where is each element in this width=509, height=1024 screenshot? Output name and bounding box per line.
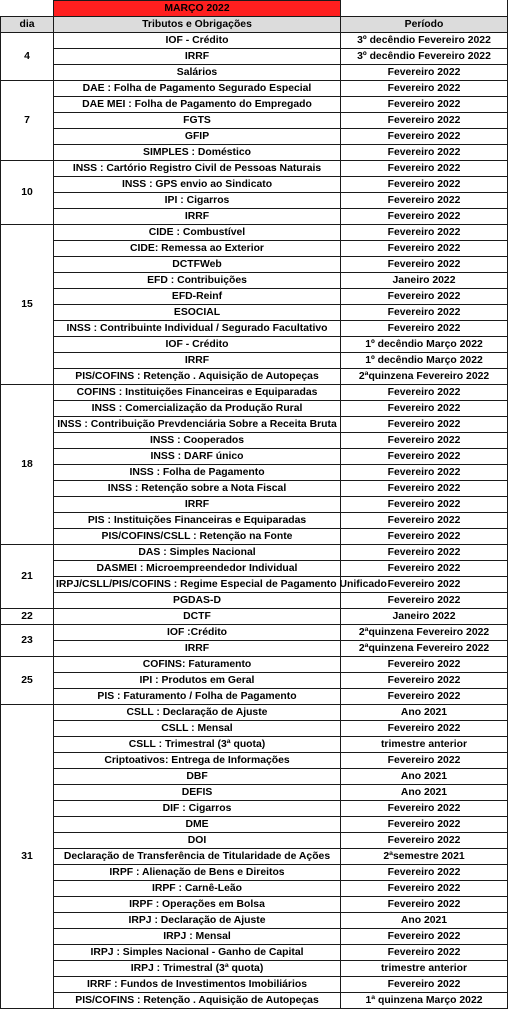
tributo-cell[interactable]: IOF - Crédito [54, 33, 341, 49]
tributo-cell[interactable]: IOF :Crédito [54, 625, 341, 641]
table-row [1, 529, 508, 545]
periodo-cell[interactable]: Fevereiro 2022 [341, 177, 508, 193]
table-row [1, 801, 508, 817]
tributo-cell[interactable]: INSS : Cooperados [54, 433, 341, 449]
tributo-cell[interactable]: COFINS : Instituições Financeiras e Equiparadas [54, 385, 341, 401]
table-row [1, 609, 508, 625]
periodo-cell[interactable]: Fevereiro 2022 [341, 433, 508, 449]
table-row [1, 33, 508, 49]
tributo-cell[interactable]: PIS : Instituições Financeiras e Equiparadas [54, 513, 341, 529]
periodo-cell[interactable]: Fevereiro 2022 [341, 145, 508, 161]
periodo-cell[interactable]: Fevereiro 2022 [341, 689, 508, 705]
tributo-cell[interactable]: PIS/COFINS/CSLL : Retenção na Fonte [54, 529, 341, 545]
periodo-cell[interactable]: Fevereiro 2022 [341, 513, 508, 529]
tributo-cell[interactable]: INSS : Folha de Pagamento [54, 465, 341, 481]
periodo-cell[interactable]: Fevereiro 2022 [341, 241, 508, 257]
periodo-cell[interactable]: Fevereiro 2022 [341, 193, 508, 209]
periodo-cell[interactable]: Janeiro 2022 [341, 609, 508, 625]
periodo-cell[interactable]: Fevereiro 2022 [341, 97, 508, 113]
tributo-cell[interactable]: DCTFWeb [54, 257, 341, 273]
day-cell[interactable]: 22 [1, 609, 54, 625]
table-row [1, 273, 508, 289]
table-row [1, 849, 508, 865]
header-dia[interactable]: dia [1, 17, 54, 33]
tributo-cell[interactable]: IRPJ : Simples Nacional - Ganho de Capital [54, 945, 341, 961]
periodo-cell[interactable]: Fevereiro 2022 [341, 481, 508, 497]
periodo-cell[interactable]: Fevereiro 2022 [341, 289, 508, 305]
periodo-cell[interactable]: Fevereiro 2022 [341, 833, 508, 849]
tributo-cell[interactable]: CIDE: Remessa ao Exterior [54, 241, 341, 257]
table-row [1, 193, 508, 209]
periodo-cell[interactable]: Ano 2021 [341, 913, 508, 929]
periodo-cell[interactable]: Fevereiro 2022 [341, 305, 508, 321]
table-row [1, 545, 508, 561]
table-row [1, 401, 508, 417]
tributo-cell[interactable]: DIF : Cigarros [54, 801, 341, 817]
tributo-cell[interactable]: Salários [54, 65, 341, 81]
periodo-cell[interactable]: Fevereiro 2022 [341, 817, 508, 833]
periodo-cell[interactable]: Fevereiro 2022 [341, 545, 508, 561]
periodo-cell[interactable]: Fevereiro 2022 [341, 577, 508, 593]
table-row [1, 577, 508, 593]
tributo-cell[interactable]: EFD-Reinf [54, 289, 341, 305]
table-row [1, 65, 508, 81]
periodo-cell[interactable]: Fevereiro 2022 [341, 881, 508, 897]
table-row [1, 145, 508, 161]
periodo-cell[interactable]: 1º decêndio Março 2022 [341, 337, 508, 353]
periodo-cell[interactable]: Fevereiro 2022 [341, 897, 508, 913]
periodo-cell[interactable]: 1º decêndio Março 2022 [341, 353, 508, 369]
tributo-cell[interactable]: FGTS [54, 113, 341, 129]
periodo-cell[interactable]: Ano 2021 [341, 705, 508, 721]
tributo-cell[interactable]: INSS : Retenção sobre a Nota Fiscal [54, 481, 341, 497]
table-row [1, 385, 508, 401]
tributo-cell[interactable]: IOF - Crédito [54, 337, 341, 353]
table-row [1, 625, 508, 641]
table-row [1, 289, 508, 305]
table-row [1, 81, 508, 97]
table-row [1, 865, 508, 881]
periodo-cell[interactable]: Fevereiro 2022 [341, 753, 508, 769]
periodo-cell[interactable]: Fevereiro 2022 [341, 129, 508, 145]
periodo-cell[interactable]: Fevereiro 2022 [341, 945, 508, 961]
table-row [1, 641, 508, 657]
table-row [1, 737, 508, 753]
tributo-cell[interactable]: IRPF : Alienação de Bens e Direitos [54, 865, 341, 881]
tributo-cell[interactable]: INSS : Contribuição Prevdenciária Sobre a Receita Bruta [54, 417, 341, 433]
periodo-cell[interactable]: trimestre anterior [341, 961, 508, 977]
tributo-cell[interactable]: INSS : DARF único [54, 449, 341, 465]
table-row [1, 481, 508, 497]
table-row [1, 497, 508, 513]
table-row [1, 817, 508, 833]
tributo-cell[interactable]: INSS : GPS envio ao Sindicato [54, 177, 341, 193]
table-row [1, 881, 508, 897]
tributo-cell[interactable]: IRRF [54, 353, 341, 369]
periodo-cell[interactable]: Fevereiro 2022 [341, 529, 508, 545]
tributo-cell[interactable]: DAE : Folha de Pagamento Segurado Especial [54, 81, 341, 97]
table-row [1, 465, 508, 481]
tributo-cell[interactable]: CSLL : Declaração de Ajuste [54, 705, 341, 721]
periodo-cell[interactable]: Fevereiro 2022 [341, 65, 508, 81]
tributo-cell[interactable]: DAE MEI : Folha de Pagamento do Empregado [54, 97, 341, 113]
day-cell[interactable]: 23 [1, 625, 54, 657]
periodo-cell[interactable]: Fevereiro 2022 [341, 657, 508, 673]
periodo-cell[interactable]: Fevereiro 2022 [341, 209, 508, 225]
periodo-cell[interactable]: 2ªquinzena Fevereiro 2022 [341, 369, 508, 385]
periodo-cell[interactable]: Fevereiro 2022 [341, 257, 508, 273]
periodo-cell[interactable]: 1ª quinzena Março 2022 [341, 993, 508, 1009]
periodo-cell[interactable]: trimestre anterior [341, 737, 508, 753]
table-row [1, 97, 508, 113]
tributo-cell[interactable]: PIS/COFINS : Retenção . Aquisição de Autopeças [54, 993, 341, 1009]
tributo-cell[interactable]: SIMPLES : Doméstico [54, 145, 341, 161]
tributo-cell[interactable]: DME [54, 817, 341, 833]
periodo-cell[interactable]: Fevereiro 2022 [341, 385, 508, 401]
periodo-cell[interactable]: Fevereiro 2022 [341, 977, 508, 993]
periodo-cell[interactable]: 3º decêndio Fevereiro 2022 [341, 33, 508, 49]
table-row [1, 913, 508, 929]
periodo-cell[interactable]: 2ªquinzena Fevereiro 2022 [341, 641, 508, 657]
periodo-cell[interactable]: Fevereiro 2022 [341, 497, 508, 513]
table-row [1, 977, 508, 993]
table-row [1, 769, 508, 785]
tributo-cell[interactable]: PIS : Faturamento / Folha de Pagamento [54, 689, 341, 705]
tributo-cell[interactable]: DAS : Simples Nacional [54, 545, 341, 561]
periodo-cell[interactable]: Fevereiro 2022 [341, 721, 508, 737]
table-row [1, 225, 508, 241]
tributo-cell[interactable]: DCTF [54, 609, 341, 625]
tributo-cell[interactable]: IRPJ : Mensal [54, 929, 341, 945]
table-row [1, 721, 508, 737]
tributo-cell[interactable]: DBF [54, 769, 341, 785]
tributo-cell[interactable]: DOI [54, 833, 341, 849]
month-title[interactable]: MARÇO 2022 [54, 1, 341, 17]
table-row [1, 321, 508, 337]
periodo-cell[interactable]: Fevereiro 2022 [341, 593, 508, 609]
tributo-cell[interactable]: ESOCIAL [54, 305, 341, 321]
table-row [1, 929, 508, 945]
title-row [1, 1, 508, 17]
tributo-cell[interactable]: Criptoativos: Entrega de Informações [54, 753, 341, 769]
periodo-cell[interactable]: Fevereiro 2022 [341, 321, 508, 337]
periodo-cell[interactable]: 2ªsemestre 2021 [341, 849, 508, 865]
table-row [1, 657, 508, 673]
table-row [1, 177, 508, 193]
tributo-cell[interactable]: IRRF [54, 49, 341, 65]
tributo-cell[interactable]: COFINS: Faturamento [54, 657, 341, 673]
table-row [1, 113, 508, 129]
tributo-cell[interactable]: CIDE : Combustível [54, 225, 341, 241]
table-row [1, 945, 508, 961]
table-row [1, 689, 508, 705]
periodo-cell[interactable]: Ano 2021 [341, 785, 508, 801]
table-row [1, 129, 508, 145]
table-row [1, 369, 508, 385]
table-row [1, 897, 508, 913]
day-cell[interactable]: 31 [1, 705, 54, 1009]
tributo-cell[interactable]: INSS : Cartório Registro Civil de Pessoas Naturais [54, 161, 341, 177]
table-row [1, 673, 508, 689]
periodo-cell[interactable]: Fevereiro 2022 [341, 81, 508, 97]
table-row [1, 785, 508, 801]
tributo-cell[interactable]: CSLL : Trimestral (3ª quota) [54, 737, 341, 753]
tributo-cell[interactable]: INSS : Comercialização da Produção Rural [54, 401, 341, 417]
periodo-cell[interactable]: Fevereiro 2022 [341, 929, 508, 945]
periodo-cell[interactable]: Janeiro 2022 [341, 273, 508, 289]
table-row [1, 161, 508, 177]
table-row [1, 961, 508, 977]
table-row [1, 305, 508, 321]
tributo-cell[interactable]: EFD : Contribuições [54, 273, 341, 289]
periodo-cell[interactable]: Fevereiro 2022 [341, 113, 508, 129]
table-row [1, 209, 508, 225]
header-tributos[interactable]: Tributos e Obrigações [54, 17, 341, 33]
table-row [1, 49, 508, 65]
tributo-cell[interactable]: IPI : Cigarros [54, 193, 341, 209]
day-cell[interactable]: 7 [1, 81, 54, 161]
table-body [1, 1, 508, 1009]
tributo-cell[interactable]: IRRF [54, 209, 341, 225]
periodo-cell[interactable]: Fevereiro 2022 [341, 449, 508, 465]
blank-cell[interactable] [1, 1, 54, 17]
tributo-cell[interactable]: IRRF : Fundos de Investimentos Imobiliários [54, 977, 341, 993]
periodo-cell[interactable]: Ano 2021 [341, 769, 508, 785]
tributo-cell[interactable]: CSLL : Mensal [54, 721, 341, 737]
day-cell[interactable]: 15 [1, 225, 54, 385]
header-periodo[interactable]: Período [341, 17, 508, 33]
tributo-cell[interactable]: PGDAS-D [54, 593, 341, 609]
table-row [1, 513, 508, 529]
table-row [1, 417, 508, 433]
tributo-cell[interactable]: PIS/COFINS : Retenção . Aquisição de Autopeças [54, 369, 341, 385]
tributo-cell[interactable]: INSS : Contribuinte Individual / Segurado Facultativo [54, 321, 341, 337]
periodo-cell[interactable]: 2ªquinzena Fevereiro 2022 [341, 625, 508, 641]
periodo-cell[interactable]: Fevereiro 2022 [341, 865, 508, 881]
tributo-cell[interactable]: IRRF [54, 641, 341, 657]
periodo-cell[interactable]: Fevereiro 2022 [341, 465, 508, 481]
table-row [1, 705, 508, 721]
day-cell[interactable]: 25 [1, 657, 54, 705]
table-row [1, 593, 508, 609]
tributo-cell[interactable]: GFIP [54, 129, 341, 145]
tributo-cell[interactable]: IRPF : Carnê-Leão [54, 881, 341, 897]
table-row [1, 449, 508, 465]
periodo-cell[interactable]: Fevereiro 2022 [341, 801, 508, 817]
periodo-cell[interactable]: Fevereiro 2022 [341, 673, 508, 689]
table-row [1, 433, 508, 449]
table-row [1, 241, 508, 257]
table-row [1, 753, 508, 769]
table-row [1, 833, 508, 849]
periodo-cell[interactable]: Fevereiro 2022 [341, 561, 508, 577]
table-row [1, 257, 508, 273]
periodo-cell[interactable]: 3º decêndio Fevereiro 2022 [341, 49, 508, 65]
tributo-cell[interactable]: IRRF [54, 497, 341, 513]
tributo-cell[interactable]: DASMEI : Microempreendedor Individual [54, 561, 341, 577]
table-row [1, 993, 508, 1009]
tributo-cell[interactable]: IRPJ/CSLL/PIS/COFINS : Regime Especial de Pagamento Unificado [54, 577, 341, 593]
day-cell[interactable]: 21 [1, 545, 54, 609]
table-row [1, 561, 508, 577]
table-row [1, 337, 508, 353]
tributo-cell[interactable]: IRPJ : Declaração de Ajuste [54, 913, 341, 929]
periodo-cell[interactable]: Fevereiro 2022 [341, 401, 508, 417]
blank-cell[interactable] [341, 1, 508, 17]
tributo-cell[interactable]: DEFIS [54, 785, 341, 801]
periodo-cell[interactable]: Fevereiro 2022 [341, 417, 508, 433]
day-cell[interactable]: 10 [1, 161, 54, 225]
day-cell[interactable]: 18 [1, 385, 54, 545]
day-cell[interactable]: 4 [1, 33, 54, 81]
periodo-cell[interactable]: Fevereiro 2022 [341, 161, 508, 177]
tributo-cell[interactable]: IRPJ : Trimestral (3ª quota) [54, 961, 341, 977]
tributo-cell[interactable]: Declaração de Transferência de Titularidade de Ações [54, 849, 341, 865]
tributo-cell[interactable]: IRPF : Operações em Bolsa [54, 897, 341, 913]
table-row [1, 353, 508, 369]
tributo-cell[interactable]: IPI : Produtos em Geral [54, 673, 341, 689]
header-row [1, 17, 508, 33]
periodo-cell[interactable]: Fevereiro 2022 [341, 225, 508, 241]
